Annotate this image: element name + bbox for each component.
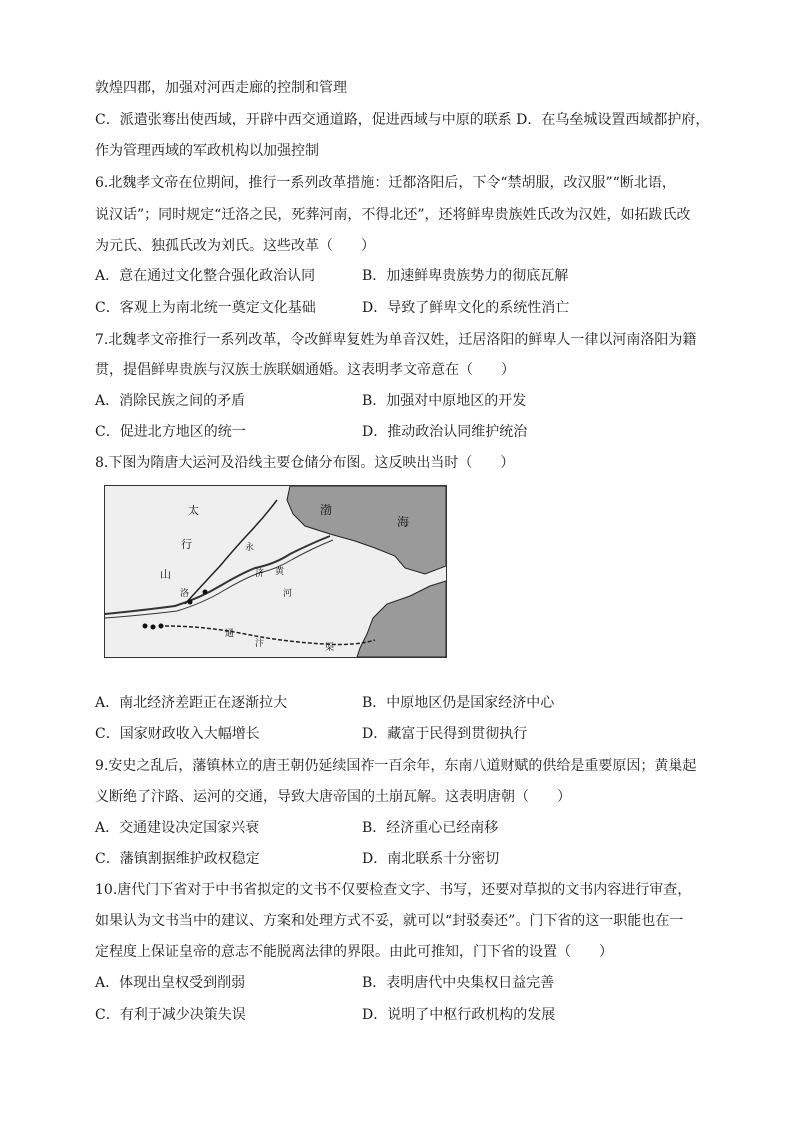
map-label-bohai-2: 海 xyxy=(397,515,410,529)
q6-stem-line-2: 说汉话”；同时规定“迁洛之民，死葬河南，不得北还”，还将鲜卑贵族姓氏改为汉姓，如拓跋氏改 xyxy=(95,207,691,223)
q9-option-a[interactable]: A．交通建设决定国家兴衰 xyxy=(95,820,260,836)
q7-option-b[interactable]: B．加强对中原地区的开发 xyxy=(362,393,527,409)
q8-option-b[interactable]: B．中原地区仍是国家经济中心 xyxy=(362,695,555,711)
grand-canal-map xyxy=(104,485,447,658)
granary-dot xyxy=(151,625,156,630)
q7-option-a[interactable]: A．消除民族之间的矛盾 xyxy=(95,393,246,409)
q10-option-a[interactable]: A．体现出皇权受到削弱 xyxy=(95,975,246,991)
granary-dot xyxy=(203,590,208,595)
q10-option-d[interactable]: D．说明了中枢行政机构的发展 xyxy=(362,1007,556,1023)
q9-option-b[interactable]: B．经济重心已经南移 xyxy=(362,820,499,836)
map-label-bian: 汴 xyxy=(255,639,265,649)
map-label-huang: 黄 xyxy=(275,567,285,577)
q7-stem-line-1: 7.北魏孝文帝推行一系列改革，令改鲜卑复姓为单音汉姓，迁居洛阳的鲜卑人一律以河南洛阳为籍 xyxy=(95,332,697,348)
q6-stem-line-3: 为元氏、独孤氏改为刘氏。这些改革（ ） xyxy=(95,238,375,254)
map-label-taihang-3: 山 xyxy=(160,568,171,581)
map-label-ji: 济 xyxy=(255,569,265,579)
intro-line: 敦煌四郡，加强对河西走廊的控制和管理 xyxy=(95,80,347,96)
map-label-taihang-2: 行 xyxy=(181,538,192,551)
q7-option-d[interactable]: D．推动政治认同维护统治 xyxy=(362,424,528,440)
q8-stem: 8.下图为隋唐大运河及沿线主要仓储分布图。这反映出当时（ ） xyxy=(95,455,515,471)
map-label-taihang-1: 太 xyxy=(188,504,199,517)
map-label-luo: 洛 xyxy=(180,589,190,599)
q9-stem-line-1: 9.安史之乱后，藩镇林立的唐王朝仍延续国祚一百余年，东南八道财赋的供给是重要原因；黄巢起 xyxy=(95,758,697,774)
q8-option-c[interactable]: C．国家财政收入大幅增长 xyxy=(95,726,260,742)
q6-stem-line-1: 6.北魏孝文帝在位期间，推行一系列改革措施：迁都洛阳后，下令“禁胡服，改汉服”“断北语， xyxy=(95,175,676,191)
q10-option-b[interactable]: B．表明唐代中央集权日益完善 xyxy=(362,975,555,991)
q9-stem-line-2: 义断绝了汴路、运河的交通，导致大唐帝国的土崩瓦解。这表明唐朝（ ） xyxy=(95,789,571,805)
q8-option-a[interactable]: A．南北经济差距正在逐渐拉大 xyxy=(95,695,288,711)
q5-option-d-continuation: 作为管理西域的军政机构以加强控制 xyxy=(95,143,319,159)
q10-stem-line-2: 如果认为文书当中的建议、方案和处理方式不妥，就可以“封驳奏还”。门下省的这一职能也在一 xyxy=(95,913,684,929)
q6-option-a[interactable]: A．意在通过文化整合强化政治认同 xyxy=(95,268,316,284)
q9-option-d[interactable]: D．南北联系十分密切 xyxy=(362,851,500,867)
q6-option-d[interactable]: D．导致了鲜卑文化的系统性消亡 xyxy=(362,300,570,316)
q10-stem-line-3: 定程度上保证皇帝的意志不能脱离法律的界限。由此可推知，门下省的设置（ ） xyxy=(95,944,613,960)
q7-stem-line-2: 贯，提倡鲜卑贵族与汉族士族联姻通婚。这表明孝文帝意在（ ） xyxy=(95,362,515,378)
map-label-bohai-1: 渤 xyxy=(320,503,333,517)
map-svg xyxy=(105,486,446,657)
q8-option-d[interactable]: D．藏富于民得到贯彻执行 xyxy=(362,726,528,742)
q10-option-c[interactable]: C．有利于减少决策失误 xyxy=(95,1007,246,1023)
q6-option-c[interactable]: C．客观上为南北统一奠定文化基础 xyxy=(95,300,316,316)
map-label-yong: 永 xyxy=(245,543,255,553)
q6-option-b[interactable]: B．加速鲜卑贵族势力的彻底瓦解 xyxy=(362,268,569,284)
granary-dot xyxy=(159,624,164,629)
granary-dot xyxy=(188,600,193,605)
map-label-ju: 渠 xyxy=(325,643,335,653)
map-label-tong: 通 xyxy=(225,629,235,639)
q7-option-c[interactable]: C．促进北方地区的统一 xyxy=(95,424,246,440)
q9-option-c[interactable]: C．藩镇割据维护政权稳定 xyxy=(95,851,260,867)
granary-dot xyxy=(143,624,148,629)
q5-option-c-d-line: C．派遣张骞出使西域，开辟中西交通道路，促进西域与中原的联系 D．在乌垒城设置西域都护府， xyxy=(95,112,710,128)
map-label-he: 河 xyxy=(283,589,293,599)
q10-stem-line-1: 10.唐代门下省对于中书省拟定的文书不仅要检查文字、书写，还要对草拟的文书内容进行审查， xyxy=(95,882,692,898)
